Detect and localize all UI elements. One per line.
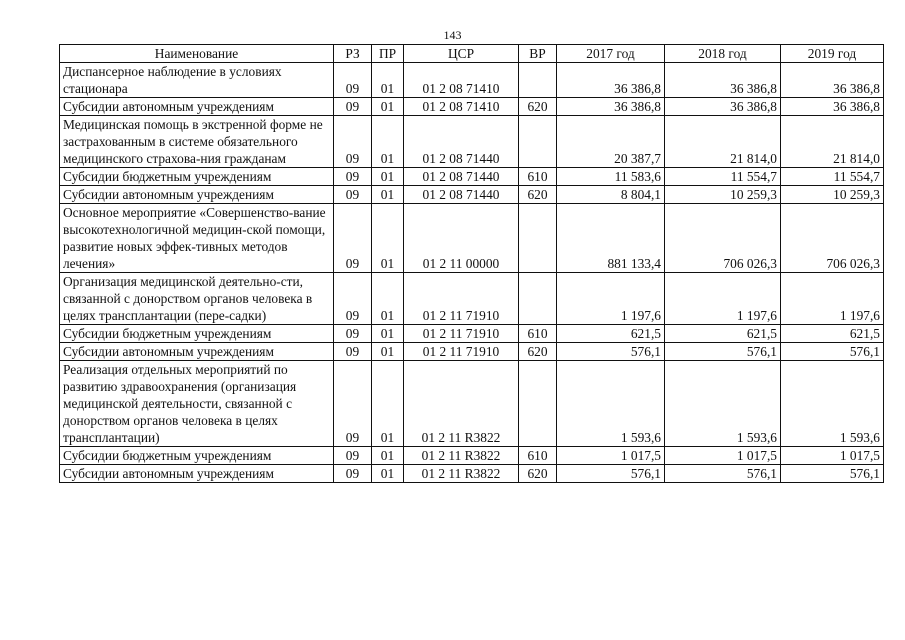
cell-vr: 620 <box>519 343 557 361</box>
cell-csr: 01 2 11 00000 <box>404 204 519 273</box>
cell-2019: 1 017,5 <box>781 447 884 465</box>
cell-vr <box>519 116 557 168</box>
cell-2018: 1 017,5 <box>665 447 781 465</box>
table-row <box>60 168 884 186</box>
cell-2018: 36 386,8 <box>665 98 781 116</box>
cell-pr: 01 <box>372 186 404 204</box>
cell-pr: 01 <box>372 447 404 465</box>
table-row <box>60 98 884 116</box>
cell-vr: 610 <box>519 325 557 343</box>
cell-name: Реализация отдельных мероприятий по развитию здравоохранения (организация медицинской деятельности, связанной с донорством органов человека в целях трансплантации) <box>60 361 334 447</box>
cell-vr: 610 <box>519 447 557 465</box>
cell-rz: 09 <box>334 273 372 325</box>
cell-2019: 36 386,8 <box>781 63 884 98</box>
cell-vr: 620 <box>519 465 557 483</box>
cell-2017: 1 593,6 <box>557 361 665 447</box>
table-row <box>60 465 884 483</box>
table-row <box>60 343 884 361</box>
cell-rz: 09 <box>334 361 372 447</box>
cell-2019: 576,1 <box>781 465 884 483</box>
cell-2019: 621,5 <box>781 325 884 343</box>
cell-name: Субсидии бюджетным учреждениям <box>60 325 334 343</box>
cell-2018: 706 026,3 <box>665 204 781 273</box>
cell-2018: 36 386,8 <box>665 63 781 98</box>
column-header-name: Наименование <box>60 45 334 63</box>
cell-2018: 576,1 <box>665 465 781 483</box>
cell-name: Субсидии бюджетным учреждениям <box>60 168 334 186</box>
cell-pr: 01 <box>372 63 404 98</box>
cell-rz: 09 <box>334 186 372 204</box>
cell-csr: 01 2 11 R3822 <box>404 465 519 483</box>
cell-2017: 36 386,8 <box>557 63 665 98</box>
table-header-row <box>60 45 884 63</box>
column-header-rz: РЗ <box>334 45 372 63</box>
cell-rz: 09 <box>334 98 372 116</box>
cell-2019: 706 026,3 <box>781 204 884 273</box>
cell-name: Диспансерное наблюдение в условиях стационара <box>60 63 334 98</box>
cell-vr: 620 <box>519 186 557 204</box>
cell-vr: 620 <box>519 98 557 116</box>
cell-csr: 01 2 11 71910 <box>404 325 519 343</box>
cell-2018: 1 593,6 <box>665 361 781 447</box>
cell-2019: 10 259,3 <box>781 186 884 204</box>
cell-2019: 11 554,7 <box>781 168 884 186</box>
column-header-vr: ВР <box>519 45 557 63</box>
table-row <box>60 361 884 447</box>
cell-name: Основное мероприятие «Совершенство-вание высокотехнологичной медицин-ской помощи, развитие новых эффек-тивных методов лечения» <box>60 204 334 273</box>
page-number: 143 <box>443 28 462 42</box>
cell-pr: 01 <box>372 465 404 483</box>
cell-pr: 01 <box>372 273 404 325</box>
cell-csr: 01 2 08 71410 <box>404 63 519 98</box>
cell-name: Субсидии автономным учреждениям <box>60 186 334 204</box>
table-body <box>60 63 884 483</box>
cell-2017: 621,5 <box>557 325 665 343</box>
cell-rz: 09 <box>334 447 372 465</box>
cell-name: Субсидии автономным учреждениям <box>60 465 334 483</box>
cell-2018: 10 259,3 <box>665 186 781 204</box>
cell-pr: 01 <box>372 204 404 273</box>
cell-2017: 36 386,8 <box>557 98 665 116</box>
cell-2017: 20 387,7 <box>557 116 665 168</box>
cell-csr: 01 2 08 71440 <box>404 168 519 186</box>
cell-2019: 1 197,6 <box>781 273 884 325</box>
cell-vr <box>519 63 557 98</box>
table-row <box>60 447 884 465</box>
cell-2017: 1 017,5 <box>557 447 665 465</box>
column-header-2018: 2018 год <box>665 45 781 63</box>
cell-2018: 21 814,0 <box>665 116 781 168</box>
cell-2017: 11 583,6 <box>557 168 665 186</box>
cell-name: Субсидии автономным учреждениям <box>60 343 334 361</box>
cell-2018: 1 197,6 <box>665 273 781 325</box>
cell-csr: 01 2 11 R3822 <box>404 447 519 465</box>
budget-table <box>59 44 884 483</box>
cell-rz: 09 <box>334 325 372 343</box>
cell-csr: 01 2 11 71910 <box>404 273 519 325</box>
cell-vr: 610 <box>519 168 557 186</box>
cell-rz: 09 <box>334 465 372 483</box>
cell-csr: 01 2 08 71440 <box>404 186 519 204</box>
cell-pr: 01 <box>372 98 404 116</box>
column-header-pr: ПР <box>372 45 404 63</box>
table-row <box>60 116 884 168</box>
column-header-2019: 2019 год <box>781 45 884 63</box>
cell-rz: 09 <box>334 116 372 168</box>
cell-csr: 01 2 08 71440 <box>404 116 519 168</box>
cell-name: Субсидии бюджетным учреждениям <box>60 447 334 465</box>
cell-name: Организация медицинской деятельно-сти, связанной с донорством органов человека в целях трансплантации (пере-садки) <box>60 273 334 325</box>
table-row <box>60 186 884 204</box>
cell-vr <box>519 361 557 447</box>
cell-2019: 21 814,0 <box>781 116 884 168</box>
cell-2018: 621,5 <box>665 325 781 343</box>
column-header-2017: 2017 год <box>557 45 665 63</box>
cell-2017: 8 804,1 <box>557 186 665 204</box>
cell-2018: 576,1 <box>665 343 781 361</box>
column-header-csr: ЦСР <box>404 45 519 63</box>
cell-pr: 01 <box>372 361 404 447</box>
cell-name: Субсидии автономным учреждениям <box>60 98 334 116</box>
cell-name: Медицинская помощь в экстренной форме не застрахованным в системе обязательного медицинского страхова-ния гражданам <box>60 116 334 168</box>
cell-2017: 576,1 <box>557 343 665 361</box>
cell-pr: 01 <box>372 168 404 186</box>
cell-rz: 09 <box>334 343 372 361</box>
cell-2019: 576,1 <box>781 343 884 361</box>
cell-pr: 01 <box>372 325 404 343</box>
cell-rz: 09 <box>334 63 372 98</box>
cell-2017: 1 197,6 <box>557 273 665 325</box>
table-row <box>60 63 884 98</box>
cell-vr <box>519 273 557 325</box>
cell-pr: 01 <box>372 343 404 361</box>
cell-2017: 576,1 <box>557 465 665 483</box>
cell-csr: 01 2 11 R3822 <box>404 361 519 447</box>
cell-csr: 01 2 08 71410 <box>404 98 519 116</box>
table-row <box>60 273 884 325</box>
table-row <box>60 204 884 273</box>
cell-2017: 881 133,4 <box>557 204 665 273</box>
cell-pr: 01 <box>372 116 404 168</box>
cell-rz: 09 <box>334 168 372 186</box>
cell-vr <box>519 204 557 273</box>
table-row <box>60 325 884 343</box>
cell-2019: 1 593,6 <box>781 361 884 447</box>
cell-csr: 01 2 11 71910 <box>404 343 519 361</box>
cell-2019: 36 386,8 <box>781 98 884 116</box>
cell-rz: 09 <box>334 204 372 273</box>
cell-2018: 11 554,7 <box>665 168 781 186</box>
